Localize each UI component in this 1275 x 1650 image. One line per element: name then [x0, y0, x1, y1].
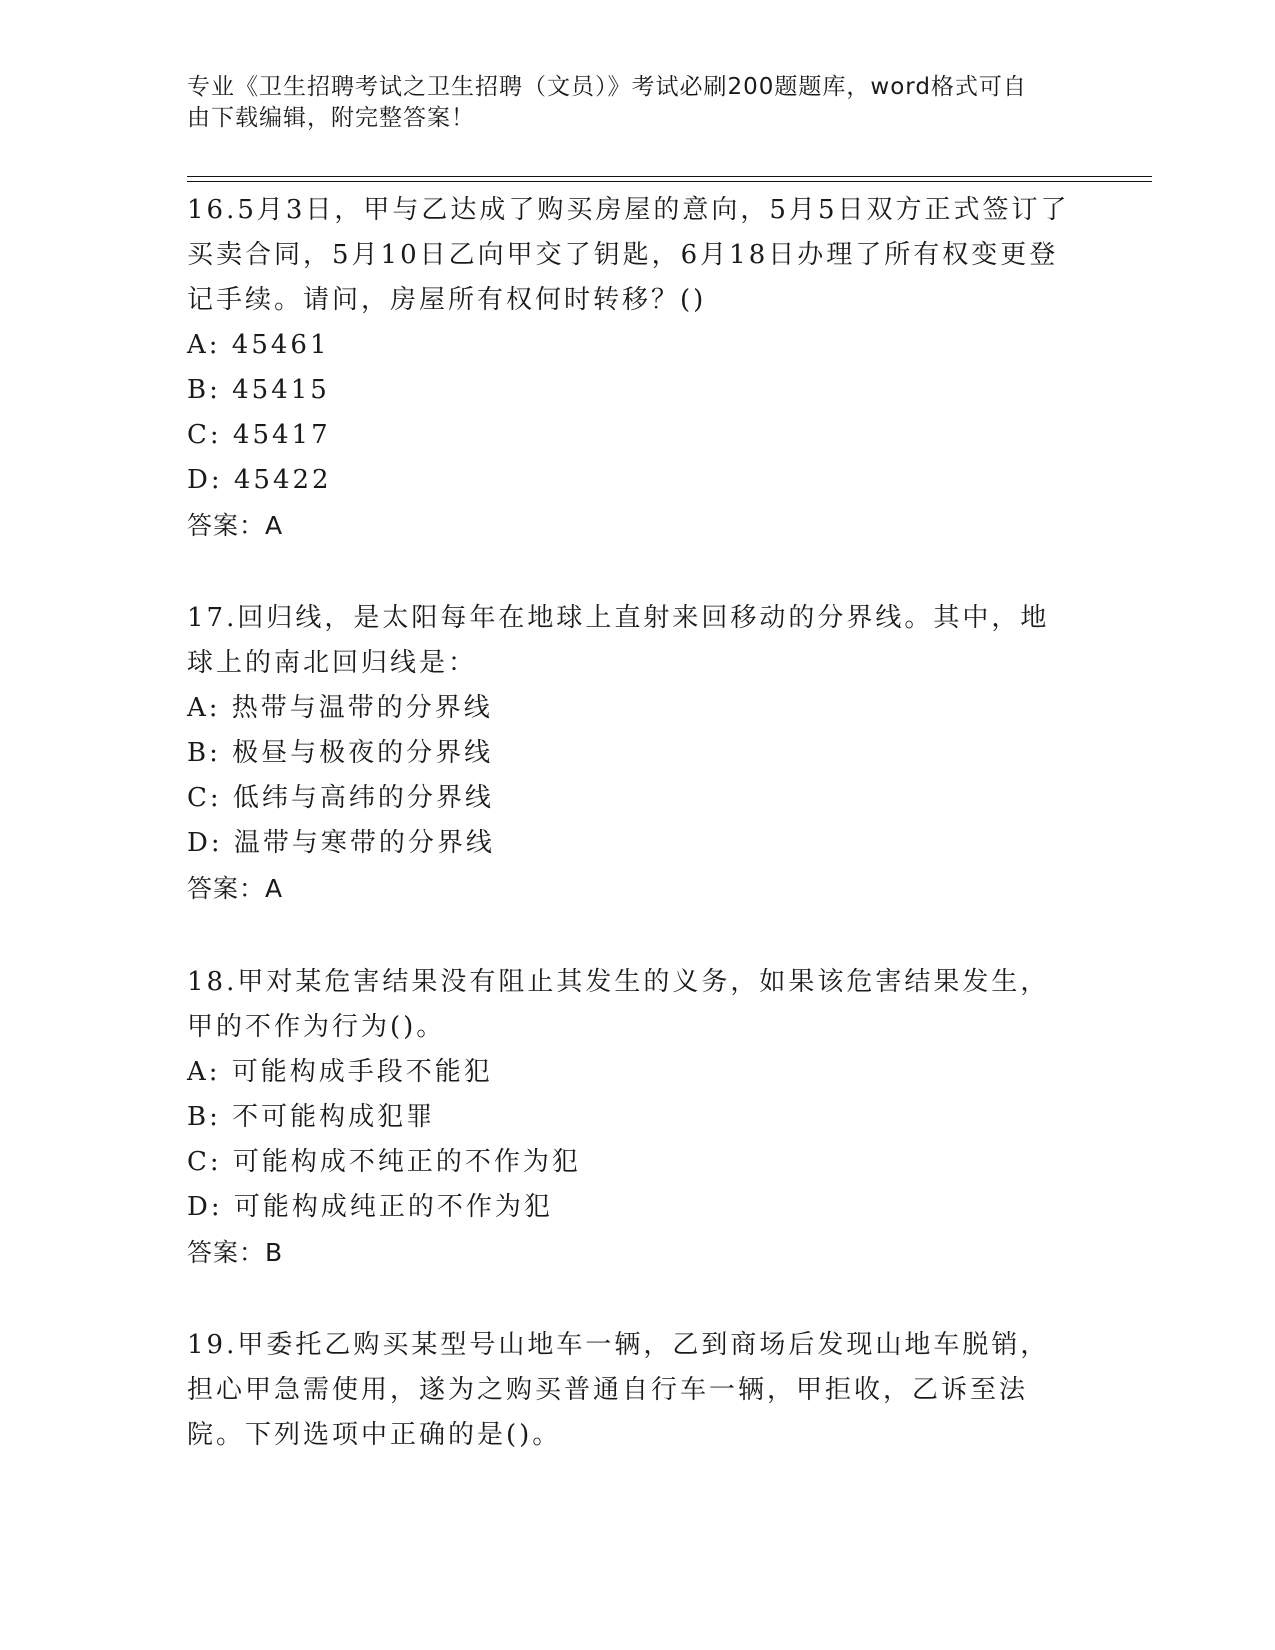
header-divider-bottom [187, 181, 1152, 182]
question-18 [187, 960, 1077, 1275]
option-b: B: 极昼与极夜的分界线 [187, 738, 494, 768]
option-d: D: 45422 [187, 465, 332, 495]
option-c: C: 45417 [187, 420, 331, 450]
option-a: A: 热带与温带的分界线 [187, 693, 493, 723]
header-divider-top [187, 176, 1152, 177]
question-16 [187, 188, 1077, 548]
option-d: D: 可能构成纯正的不作为犯 [187, 1192, 553, 1222]
question-text: 16.5月3日，甲与乙达成了购买房屋的意向，5月5日双方正式签订了买卖合同，5月10日乙向甲交了钥匙，6月18日办理了所有权变更登记手续。请问，房屋所有权何时转移？() [187, 195, 1070, 315]
document-header [187, 72, 1067, 134]
option-d: D: 温带与寒带的分界线 [187, 828, 495, 858]
question-17 [187, 596, 1077, 911]
option-c: C: 低纬与高纬的分界线 [187, 783, 494, 813]
option-a: A: 可能构成手段不能犯 [187, 1057, 493, 1087]
question-text: 17.回归线，是太阳每年在地球上直射来回移动的分界线。其中，地球上的南北回归线是： [187, 603, 1050, 678]
answer-line: 答案：A [187, 874, 284, 903]
option-b: B: 45415 [187, 375, 330, 405]
option-b: B: 不可能构成犯罪 [187, 1102, 436, 1132]
header-title-line-2: 由下载编辑，附完整答案！ [187, 105, 475, 131]
question-text: 19.甲委托乙购买某型号山地车一辆，乙到商场后发现山地车脱销，担心甲急需使用，遂为之购买普通自行车一辆，甲拒收，乙诉至法院。下列选项中正确的是()。 [187, 1330, 1050, 1450]
option-c: C: 可能构成不纯正的不作为犯 [187, 1147, 581, 1177]
header-title-line-1: 专业《卫生招聘考试之卫生招聘（文员）》考试必刷200题题库，word格式可自 [187, 74, 1027, 100]
question-19 [187, 1323, 1077, 1458]
option-a: A: 45461 [187, 330, 330, 360]
answer-line: 答案：B [187, 1238, 284, 1267]
question-text: 18.甲对某危害结果没有阻止其发生的义务，如果该危害结果发生，甲的不作为行为()。 [187, 967, 1050, 1042]
answer-line: 答案：A [187, 511, 284, 540]
